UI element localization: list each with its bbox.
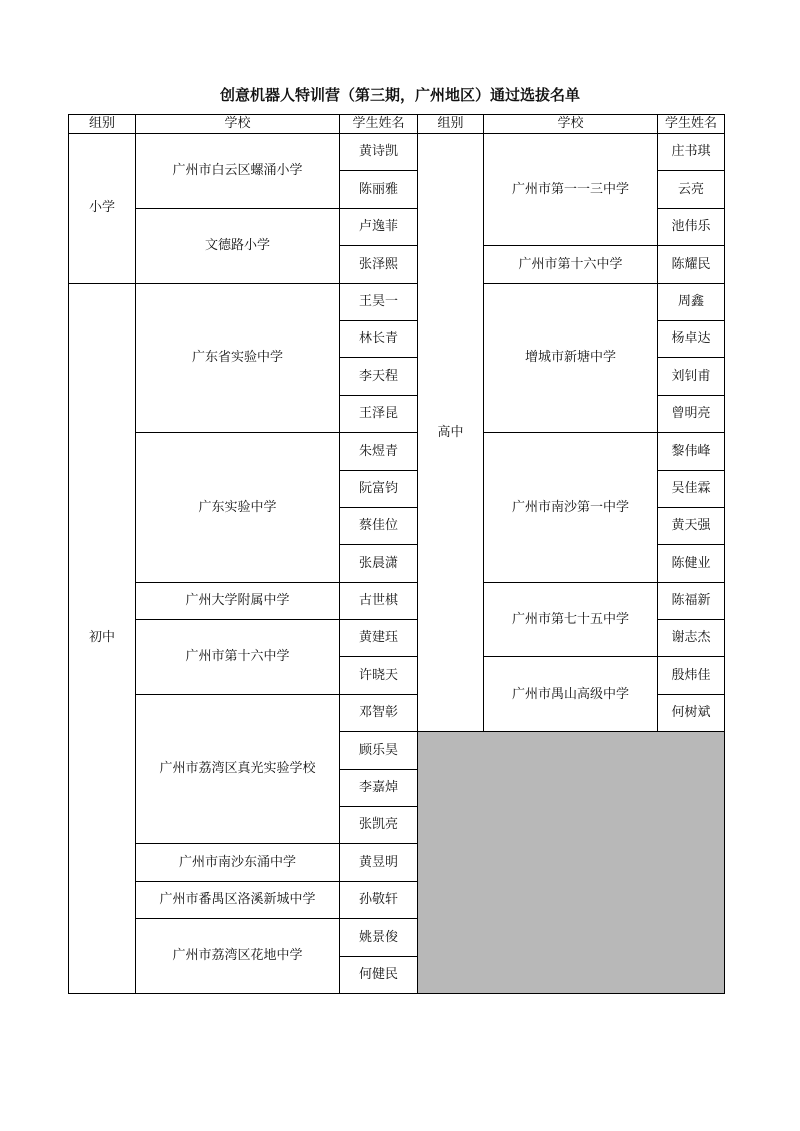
student-cell: 张晨潇 <box>340 545 418 582</box>
student-cell: 姚景俊 <box>340 919 418 956</box>
student-cell: 黎伟峰 <box>658 433 725 470</box>
student-cell: 吴佳霖 <box>658 470 725 507</box>
student-cell: 陈丽雅 <box>340 171 418 208</box>
student-cell: 许晓天 <box>340 657 418 694</box>
header-student-left: 学生姓名 <box>340 115 418 134</box>
student-cell: 王昊一 <box>340 283 418 320</box>
table-row <box>69 433 725 470</box>
student-cell: 陈健业 <box>658 545 725 582</box>
school-cell: 广州市番禺区洛溪新城中学 <box>136 881 340 918</box>
school-cell: 广州市第十六中学 <box>136 620 340 695</box>
selection-roster-table <box>68 114 725 994</box>
student-cell: 殷炜佳 <box>658 657 725 694</box>
header-row <box>69 115 725 134</box>
student-cell: 刘钊甫 <box>658 358 725 395</box>
student-cell: 黄昱明 <box>340 844 418 881</box>
student-cell: 何健民 <box>340 956 418 993</box>
student-cell: 池伟乐 <box>658 208 725 245</box>
header-student-right: 学生姓名 <box>658 115 725 134</box>
hatched-empty-area <box>418 732 725 994</box>
header-group-left: 组别 <box>69 115 136 134</box>
student-cell: 庄书琪 <box>658 134 725 171</box>
school-cell: 广州大学附属中学 <box>136 582 340 619</box>
header-school-left: 学校 <box>136 115 340 134</box>
student-cell: 蔡佳位 <box>340 507 418 544</box>
student-cell: 顾乐昊 <box>340 732 418 769</box>
student-cell: 何树斌 <box>658 694 725 731</box>
school-cell: 文德路小学 <box>136 208 340 283</box>
student-cell: 古世棋 <box>340 582 418 619</box>
school-cell: 广州市荔湾区真光实验学校 <box>136 694 340 844</box>
student-cell: 杨卓达 <box>658 320 725 357</box>
student-cell: 曾明亮 <box>658 395 725 432</box>
school-cell: 广州市南沙第一中学 <box>484 433 658 583</box>
student-cell: 张泽熙 <box>340 246 418 283</box>
school-cell: 广州市白云区螺涌小学 <box>136 134 340 209</box>
school-cell: 广东省实验中学 <box>136 283 340 433</box>
school-cell: 广州市第十六中学 <box>484 246 658 283</box>
student-cell: 阮富钧 <box>340 470 418 507</box>
student-cell: 林长青 <box>340 320 418 357</box>
header-school-right: 学校 <box>484 115 658 134</box>
group-cell-senior: 高中 <box>418 134 484 732</box>
header-group-right: 组别 <box>418 115 484 134</box>
school-cell: 广州市第七十五中学 <box>484 582 658 657</box>
student-cell: 周鑫 <box>658 283 725 320</box>
student-cell: 黄天强 <box>658 507 725 544</box>
student-cell: 陈耀民 <box>658 246 725 283</box>
student-cell: 黄诗凯 <box>340 134 418 171</box>
student-cell: 黄建珏 <box>340 620 418 657</box>
school-cell: 广州市禺山高级中学 <box>484 657 658 732</box>
group-cell-primary: 小学 <box>69 134 136 284</box>
student-cell: 云亮 <box>658 171 725 208</box>
student-cell: 卢逸菲 <box>340 208 418 245</box>
school-cell: 广州市南沙东涌中学 <box>136 844 340 881</box>
student-cell: 朱煜青 <box>340 433 418 470</box>
student-cell: 陈福新 <box>658 582 725 619</box>
student-cell: 王泽昆 <box>340 395 418 432</box>
student-cell: 张凯亮 <box>340 807 418 844</box>
school-cell: 广东实验中学 <box>136 433 340 583</box>
group-cell-junior: 初中 <box>69 283 136 993</box>
school-cell: 广州市荔湾区花地中学 <box>136 919 340 994</box>
table-row <box>69 582 725 619</box>
table-row <box>69 283 725 320</box>
student-cell: 谢志杰 <box>658 620 725 657</box>
document-title: 创意机器人特训营（第三期，广州地区）通过选拔名单 <box>219 86 580 104</box>
school-cell: 广州市第一一三中学 <box>484 134 658 246</box>
student-cell: 邓智彰 <box>340 694 418 731</box>
table-row <box>69 134 725 171</box>
school-cell: 增城市新塘中学 <box>484 283 658 433</box>
student-cell: 李天程 <box>340 358 418 395</box>
student-cell: 孙敬轩 <box>340 881 418 918</box>
student-cell: 李嘉焯 <box>340 769 418 806</box>
